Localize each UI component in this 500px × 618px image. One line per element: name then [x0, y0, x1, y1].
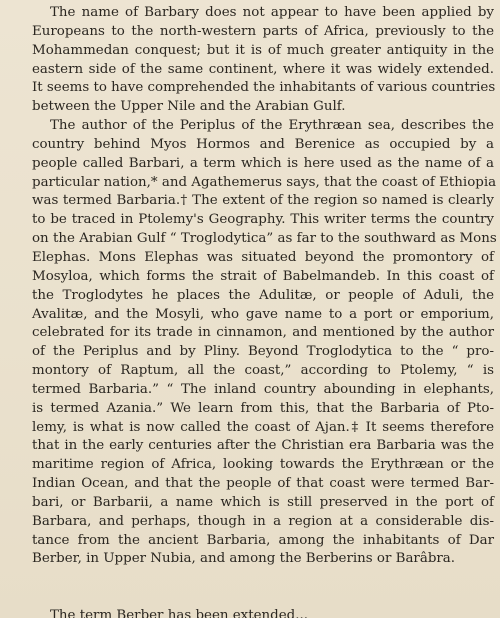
paragraph-2-line-21: bari, or Barbarii, a name which is still preserved in the port of	[32, 494, 494, 510]
paragraph-2-line-1: The author of the Periplus of the Erythræan sea, describes the	[50, 118, 494, 134]
paragraph-1-line-2: Europeans to the north-western parts of Africa, previously to the	[32, 23, 494, 39]
paragraph-2-line-10: the Troglodytes he places the Adulitæ, or people of Aduli, the	[32, 287, 494, 303]
body-text	[32, 4, 497, 569]
paragraph-2-line-15: termed Barbaria.” “ The inland country abounding in elephants,	[32, 381, 494, 397]
paragraph-2-line-24: Berber, in Upper Nubia, and among the Berberins or Barâbra.	[32, 551, 456, 567]
paragraph-2-line-2: country behind Myos Hormos and Berenice as occupied by a	[32, 136, 494, 152]
paragraph-1-line-3: Mohammedan conquest; but it is of much greater antiquity in the	[32, 42, 494, 58]
paragraph-2-line-6: to be traced in Ptolemy's Geography. This writer terms the country	[32, 212, 494, 228]
paragraph-2-line-18: that in the early centuries after the Christian era Barbaria was the	[32, 438, 494, 454]
paragraph-2-line-9: Mosyloa, which forms the strait of Babelmandeb. In this coast of	[32, 268, 494, 284]
paragraph-2-line-16: is termed Azania.” We learn from this, that the Barbaria of Pto-	[32, 400, 494, 416]
paragraph-1-line-1: The name of Barbary does not appear to have been applied by	[50, 5, 494, 20]
paragraph-2-line-14: montory of Raptum, all the coast,” according to Ptolemy, “ is	[32, 363, 494, 379]
paragraph-2-line-7: on the Arabian Gulf “ Troglodytica” as far to the southward as Mons	[32, 231, 497, 247]
paragraph-2-line-22: Barbara, and perhaps, though in a region at a considerable dis-	[32, 513, 494, 529]
paragraph-1-line-6: between the Upper Nile and the Arabian Gulf.	[32, 99, 346, 115]
paragraph-2-line-8: Elephas. Mons Elephas was situated beyond the promontory of	[32, 249, 494, 265]
paragraph-2-line-20: Indian Ocean, and that the people of that coast were termed Bar-	[32, 476, 494, 492]
next-paragraph-cutoff	[0, 606, 500, 618]
next-paragraph-line: The term Berber has been extended...	[50, 608, 308, 618]
paragraph-2-line-17: lemy, is what is now called the coast of Ajan.‡ It seems therefore	[32, 419, 494, 435]
paragraph-2-line-11: Avalitæ, and the Mosyli, who gave name to a port or emporium,	[32, 306, 494, 322]
paragraph-2-line-4: particular nation,* and Agathemerus says, that the coast of Ethiopia	[32, 174, 497, 190]
paragraph-2-line-12: celebrated for its trade in cinnamon, and mentioned by the author	[32, 325, 494, 341]
paragraph-1-line-4: eastern side of the same continent, where it was widely extended.	[32, 61, 494, 77]
paragraph-2-line-13: of the Periplus and by Pliny. Beyond Troglodytica to the “ pro-	[32, 344, 494, 360]
paragraph-2-line-3: people called Barbari, a term which is here used as the name of a	[32, 155, 494, 171]
paragraph-2-line-19: maritime region of Africa, looking towards the Erythræan or the	[32, 457, 494, 473]
paragraph-1-line-5: It seems to have comprehended the inhabitants of various countries	[32, 80, 496, 96]
paragraph-2-line-5: was termed Barbaria.† The extent of the region so named is clearly	[32, 193, 494, 209]
paragraph-2-line-23: tance from the ancient Barbaria, among the inhabitants of Dar	[32, 532, 494, 548]
